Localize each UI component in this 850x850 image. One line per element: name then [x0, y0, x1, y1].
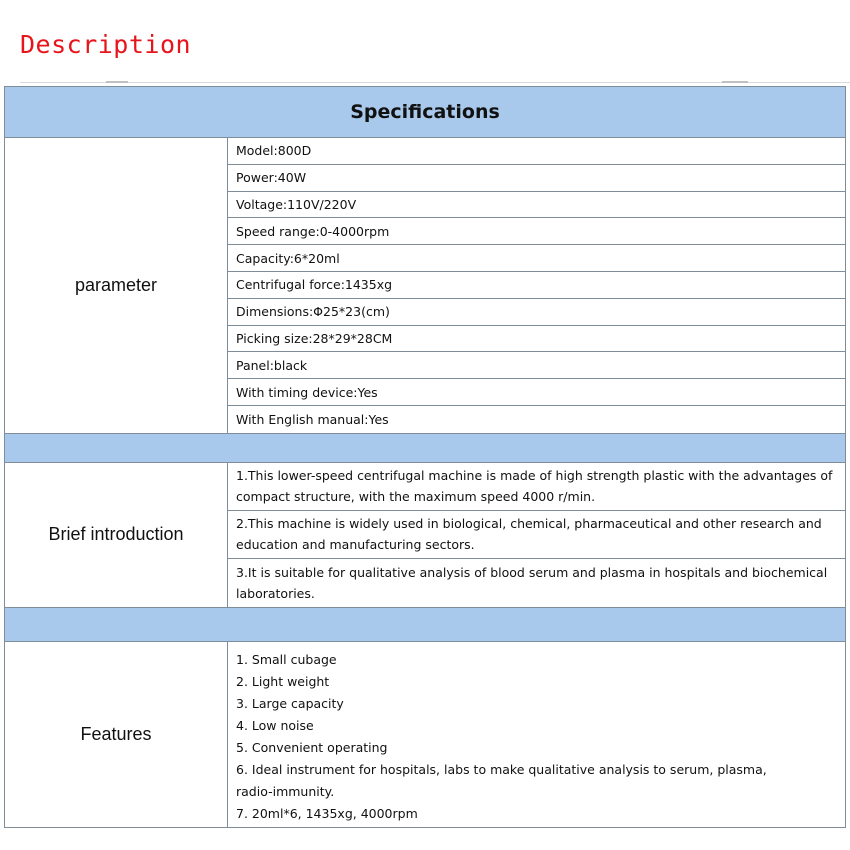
table-row: 2.This machine is widely used in biological, chemical, pharmaceutical and other research and education and manufacturing sectors. [228, 511, 845, 559]
list-item: 2. Light weight [236, 673, 330, 689]
introduction-rows [228, 463, 845, 607]
introduction-section [4, 463, 846, 608]
features-list [228, 642, 845, 827]
list-item: 4. Low noise [236, 717, 314, 733]
list-item: 1. Small cubage [236, 651, 337, 667]
section-label: parameter [5, 138, 228, 433]
section-separator [4, 608, 846, 642]
table-row: Centrifugal force:1435xg [228, 272, 845, 299]
table-row: 3.It is suitable for qualitative analysis of blood serum and plasma in hospitals and biochemical laboratories. [236, 564, 828, 601]
table-row: 1.This lower-speed centrifugal machine is made of high strength plastic with the advantages of compact structure, with the maximum speed 4000 r/min. [228, 463, 845, 511]
specifications-table [4, 86, 846, 828]
table-row: Speed range:0-4000rpm [228, 218, 845, 245]
section-label: Brief introduction [5, 463, 228, 607]
table-row: Panel:black [228, 352, 845, 379]
features-section [4, 642, 846, 828]
list-item: 6. Ideal instrument for hospitals, labs to make qualitative analysis to serum, plasma, [236, 761, 767, 777]
page-title: Description [20, 30, 192, 59]
table-header: Specifications [4, 86, 846, 138]
table-row: Model:800D [228, 138, 845, 165]
table-row: Picking size:28*29*28CM [228, 326, 845, 353]
table-row: With English manual:Yes [236, 411, 389, 427]
table-row: Capacity:6*20ml [228, 245, 845, 272]
list-item: 7. 20ml*6, 1435xg, 4000rpm [236, 805, 418, 821]
parameter-rows [228, 138, 845, 433]
list-item: 5. Convenient operating [236, 739, 388, 755]
table-row: Dimensions:Φ25*23(cm) [228, 299, 845, 326]
list-item: 3. Large capacity [236, 695, 344, 711]
divider-mark [722, 81, 748, 83]
parameter-section [4, 138, 846, 434]
section-separator [4, 434, 846, 463]
table-row: With timing device:Yes [228, 379, 845, 406]
table-row: Voltage:110V/220V [228, 192, 845, 219]
table-row: Power:40W [228, 165, 845, 192]
section-label: Features [5, 642, 228, 827]
divider-mark [106, 81, 128, 83]
list-item: radio-immunity. [236, 783, 335, 799]
